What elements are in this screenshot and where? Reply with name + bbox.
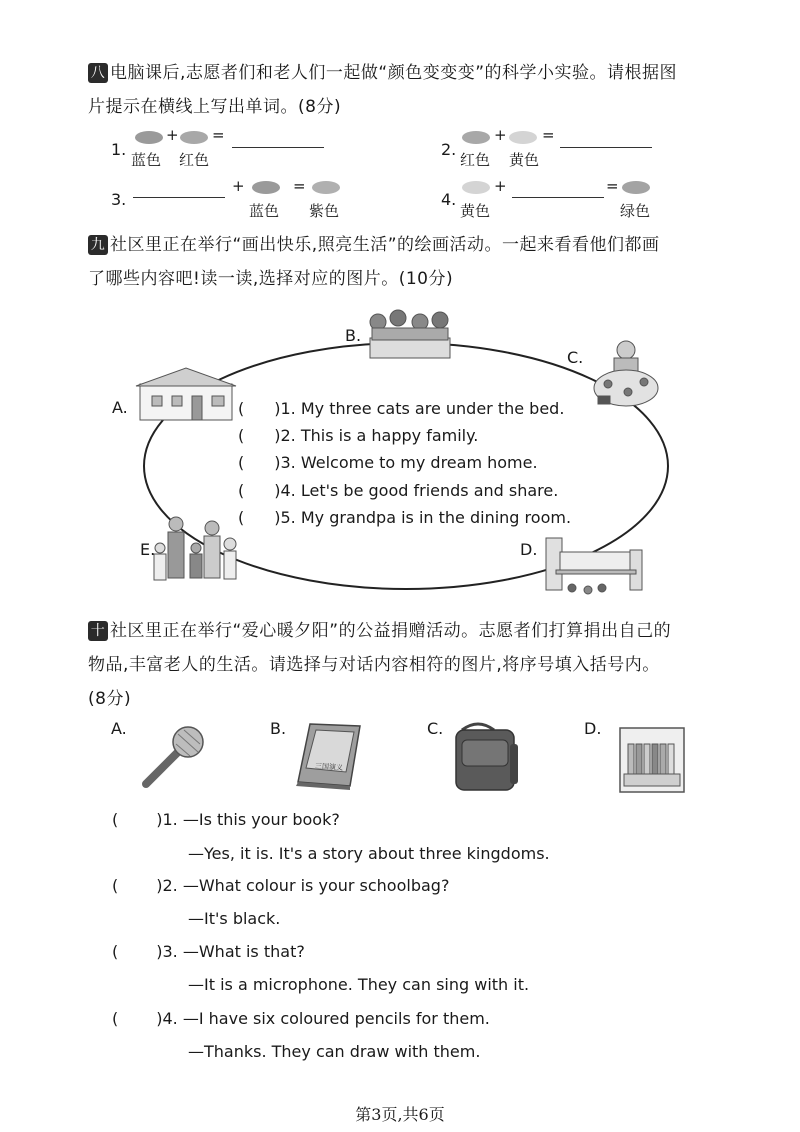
section9-number: 九: [88, 235, 108, 255]
answer-paren-close: ): [274, 399, 281, 418]
equals-sign: =: [212, 126, 225, 144]
section10-line2: 物品,丰富老人的生活。请选择与对话内容相符的图片,将序号填入括号内。: [88, 655, 660, 675]
item-number: 2.: [441, 140, 457, 159]
answer-paren-close: ): [156, 810, 163, 829]
item-number: 4.: [441, 190, 457, 209]
question-text: 3. —What is that?: [162, 942, 305, 961]
coloured-pencils-picture: [620, 728, 684, 792]
dialogue-question: [112, 810, 340, 829]
color-label: 蓝色: [249, 202, 280, 220]
answer-paren-close: ): [274, 481, 281, 500]
answer-paren-close: ): [156, 1009, 163, 1028]
answer-paren-close: ): [274, 453, 281, 472]
dialogue-answer: —It's black.: [188, 909, 281, 928]
item-number: 1.: [111, 140, 127, 159]
sentence-text: 3. Welcome to my dream home.: [280, 453, 538, 472]
answer-paren-open[interactable]: (: [112, 876, 119, 895]
section8-line2: 片提示在横线上写出单词。(8分): [88, 97, 342, 117]
color-label: 蓝色: [131, 151, 162, 169]
pic-label-c: C.: [567, 348, 584, 367]
answer-paren-close: ): [274, 426, 281, 445]
answer-paren-open[interactable]: (: [238, 481, 245, 500]
microphone-picture: [146, 727, 203, 784]
answer-paren-open[interactable]: (: [238, 399, 245, 418]
item-number: 3.: [111, 190, 127, 209]
section9-line2: 了哪些内容吧!读一读,选择对应的图片。(10分): [88, 269, 454, 289]
pic-label-e: E.: [140, 540, 156, 559]
plus-sign: +: [494, 177, 507, 195]
color-label: 红色: [179, 151, 210, 169]
dialogue-answer: —Thanks. They can draw with them.: [188, 1042, 481, 1061]
sentence-text: 5. My grandpa is in the dining room.: [280, 508, 572, 527]
answer-paren-close: ): [274, 508, 281, 527]
page-footer: 第3页,共6页: [355, 1105, 445, 1124]
equals-sign: =: [606, 177, 619, 195]
answer-paren-open[interactable]: (: [112, 1009, 119, 1028]
color-label: 红色: [460, 151, 491, 169]
dialogue-question: [112, 942, 305, 961]
pic-label-d: D.: [520, 540, 538, 559]
question-text: 2. —What colour is your schoolbag?: [162, 876, 450, 895]
dialogue-answer: —It is a microphone. They can sing with it.: [188, 975, 530, 994]
answer-paren-open[interactable]: (: [238, 453, 245, 472]
book-title: 三国演义: [314, 762, 344, 772]
book-picture: [296, 724, 360, 790]
section9-line1: 社区里正在举行“画出快乐,照亮生活”的绘画活动。一起来看看他们都画: [110, 235, 660, 255]
section10-line3: (8分): [88, 689, 132, 709]
dialogue-answer: —Yes, it is. It's a story about three kingdoms.: [188, 844, 550, 863]
schoolbag-picture: [456, 724, 518, 790]
sentence-text: 4. Let's be good friends and share.: [280, 481, 559, 500]
answer-paren-open[interactable]: (: [112, 942, 119, 961]
dialogue-question: [112, 1009, 490, 1028]
pic-label-c: C.: [427, 719, 444, 738]
section8-line1: 电脑课后,志愿者们和老人们一起做“颜色变变变”的科学小实验。请根据图: [110, 63, 678, 83]
pic-label-a: A.: [111, 719, 127, 738]
sentence-text: 2. This is a happy family.: [280, 426, 479, 445]
sentence-text: 1. My three cats are under the bed.: [280, 399, 565, 418]
plus-sign: +: [494, 126, 507, 144]
plus-sign: +: [166, 126, 179, 144]
answer-paren-close: ): [156, 876, 163, 895]
section8-number: 八: [88, 63, 108, 83]
color-label: 黄色: [509, 151, 540, 169]
question-text: 4. —I have six coloured pencils for them.: [162, 1009, 490, 1028]
section10-number: 十: [88, 621, 108, 641]
answer-paren-close: ): [156, 942, 163, 961]
color-label: 黄色: [460, 202, 491, 220]
answer-paren-open[interactable]: (: [238, 508, 245, 527]
pic-label-b: B.: [345, 326, 362, 345]
pic-label-b: B.: [270, 719, 287, 738]
answer-paren-open[interactable]: (: [238, 426, 245, 445]
color-label: 绿色: [620, 202, 651, 220]
equals-sign: =: [542, 126, 555, 144]
dialogue-question: [112, 876, 449, 895]
equals-sign: =: [293, 177, 306, 195]
pic-label-a: A.: [112, 398, 128, 417]
section10-line1: 社区里正在举行“爱心暖夕阳”的公益捐赠活动。志愿者们打算捐出自己的: [110, 621, 672, 641]
plus-sign: +: [232, 177, 245, 195]
answer-paren-open[interactable]: (: [112, 810, 119, 829]
color-label: 紫色: [309, 202, 340, 220]
pic-label-d: D.: [584, 719, 602, 738]
question-text: 1. —Is this your book?: [162, 810, 340, 829]
